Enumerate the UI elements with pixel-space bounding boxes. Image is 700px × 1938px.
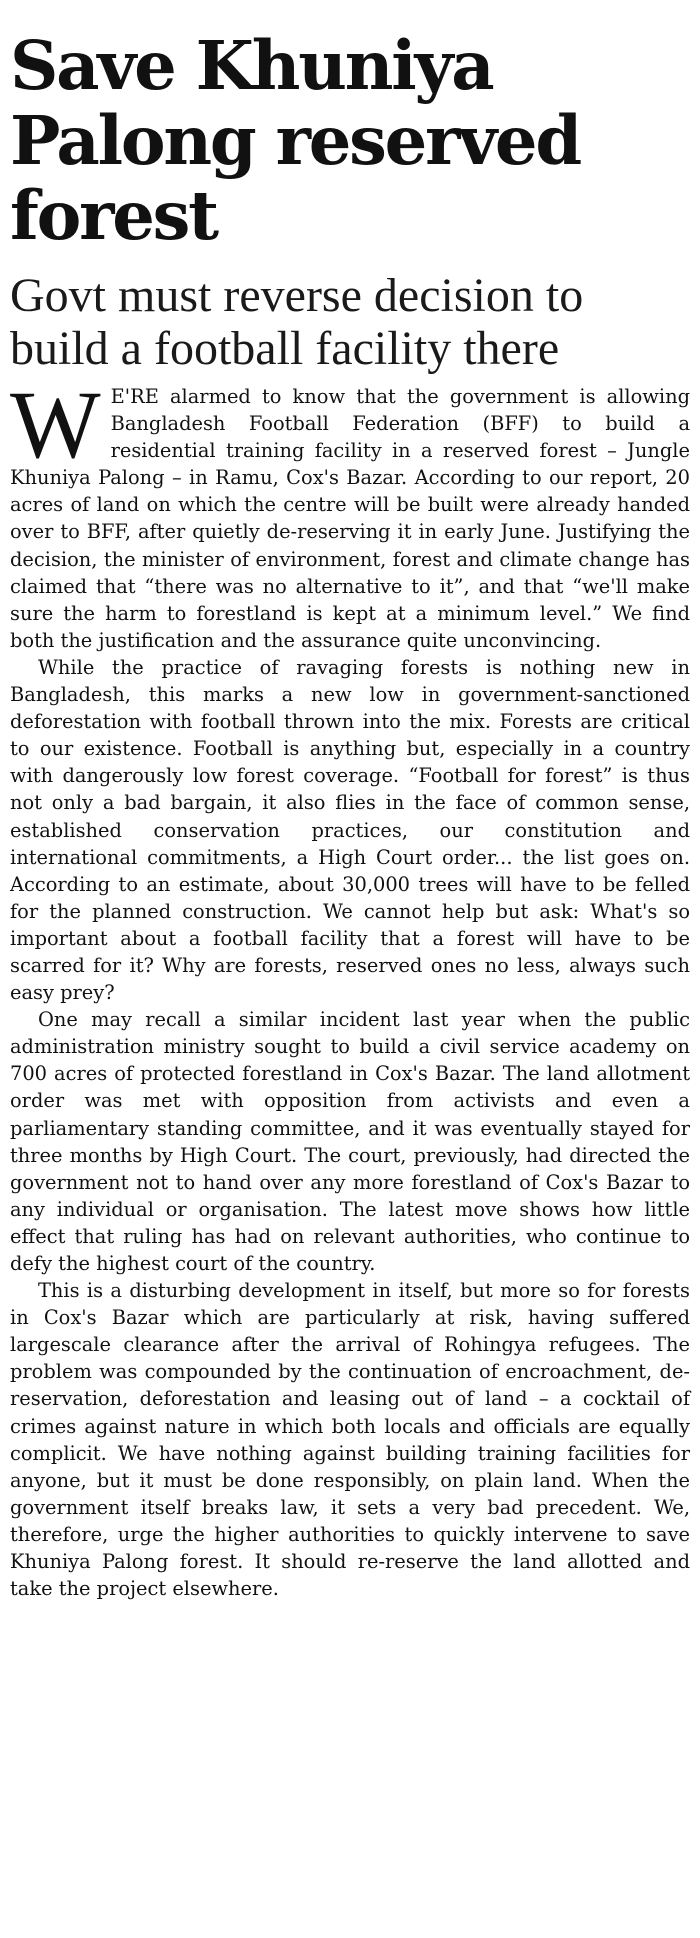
- headline: Save Khuniya Palong reserved forest: [10, 26, 581, 255]
- paragraph-3: One may recall a similar incident last year when the public administration ministry sought to build a civil service academy on 700 acres of protected forestland in Cox's Bazar. The land allotment order was met with opposition from activists and even a parliamentary standing committee, and it was eventually stayed for three months by High Court. The court, previously, had directed the government not to hand over any more forestland of Cox's Bazar to any individual or organisation. The latest move shows how little effect that ruling has had on relevant authorities, who continue to defy the highest court of the country.: [10, 1008, 690, 1275]
- subheadline: Govt must reverse decision to build a football facility there: [10, 269, 584, 375]
- drop-cap: W: [10, 371, 101, 478]
- editorial-article: [10, 28, 690, 1602]
- paragraph-1-text: E'RE alarmed to know that the government is allowing Bangladesh Football Federation (BFF) to build a residential training facility in a reserved forest – Jungle Khuniya Palong – in Ramu, Cox's Bazar. According to our report, 20 acres of land on which the centre will be built were already handed over to BFF, after quietly de-reserving it in early June. Justifying the decision, the minister of environment, forest and climate change has claimed that “there was no alternative to it”, and that “we'll make sure the harm to forestland is kept at a minimum level.” We find both the justification and the assurance quite unconvincing.: [10, 385, 690, 652]
- paragraph-1: [10, 371, 690, 654]
- article-body: [10, 371, 690, 1602]
- paragraph-4: This is a disturbing development in itself, but more so for forests in Cox's Bazar which are particularly at risk, having suffered largescale clearance after the arrival of Rohingya refugees. The problem was compounded by the continuation of encroachment, de-reservation, deforestation and leasing out of land – a cocktail of crimes against nature in which both locals and officials are equally complicit. We have nothing against building training facilities for anyone, but it must be done responsibly, on plain land. When the government itself breaks law, it sets a very bad precedent. We, therefore, urge the higher authorities to quickly intervene to save Khuniya Palong forest. It should re-reserve the land allotted and take the project elsewhere.: [10, 1279, 690, 1601]
- paragraph-2: While the practice of ravaging forests is nothing new in Bangladesh, this marks a new low in government-sanctioned deforestation with football thrown into the mix. Forests are critical to our existence. Football is anything but, especially in a country with dangerously low forest coverage. “Football for forest” is thus not only a bad bargain, it also flies in the face of common sense, established conservation practices, our constitution and international commitments, a High Court order... the list goes on. According to an estimate, about 30,000 trees will have to be felled for the planned construction. We cannot help but ask: What's so important about a football facility that a forest will have to be scarred for it? Why are forests, reserved ones no less, always such easy prey?: [10, 655, 690, 1005]
